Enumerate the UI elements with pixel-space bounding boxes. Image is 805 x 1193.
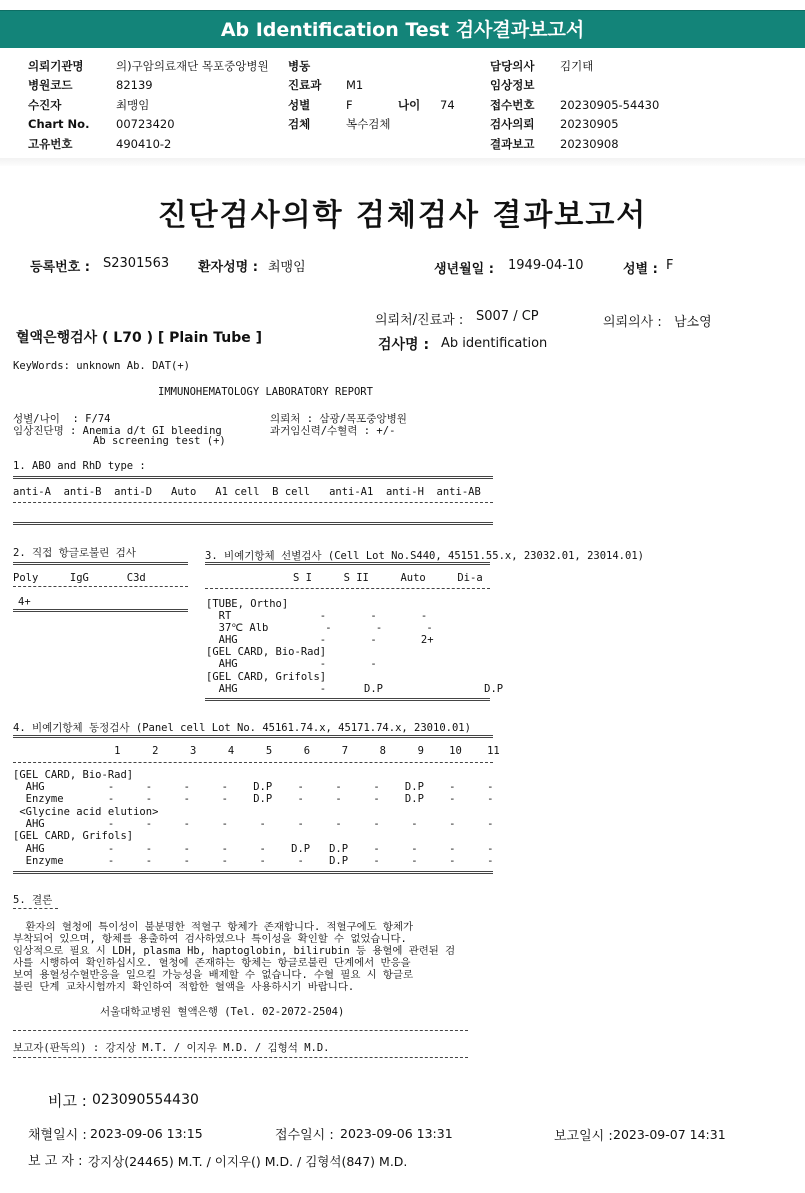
header-label: 병동 [288, 58, 311, 73]
dashed-rule [205, 588, 490, 589]
dob-value: 1949-04-10 [508, 258, 584, 273]
dashed-rule [13, 1057, 468, 1058]
screen-row: [TUBE, Ortho] [206, 598, 289, 610]
double-rule [205, 562, 490, 565]
panel-row: AHG - - - - - - - - - - - [13, 818, 494, 830]
abo-section-title: 1. ABO and RhD type : [13, 460, 146, 472]
header-label: 임상정보 [490, 78, 535, 93]
dashed-rule [13, 908, 58, 909]
conclusion-line: 사를 시행하여 확인하십시오. 혈청에 존재하는 항체는 항글로불린 단계에서 반응을 [13, 957, 411, 969]
panel-section-title: 4. 비예기항체 동정검사 (Panel cell Lot No. 45161.74.x, 45171.74.x, 23010.01) [13, 722, 471, 734]
sex-label: 성별 : [623, 262, 658, 277]
test-label: 검사명 : [378, 337, 430, 353]
conclusion-line: 보여 용혈성수혈반응을 일으킬 가능성을 배제할 수 없습니다. 수혈 필요 시 항글로 [13, 969, 414, 981]
header-value: 복수검체 [346, 117, 391, 132]
header-row [28, 56, 788, 76]
dashed-rule [13, 502, 493, 503]
panel-row: [GEL CARD, Bio-Rad] [13, 769, 134, 781]
reporters: 보고자(판독의) : 강지상 M.T. / 이지우 M.D. / 김형석 M.D. [13, 1042, 330, 1054]
clinical-diagnosis-line2: Ab screening test (+) [93, 435, 226, 447]
receive-label: 접수일시 : [275, 1128, 334, 1143]
header-label: 나이 [398, 97, 421, 112]
dat-result: 4+ [18, 596, 31, 608]
header-value: 20230905-54430 [560, 97, 660, 112]
note-value: 023090554430 [92, 1092, 199, 1108]
dob-label: 생년월일 : [434, 262, 494, 277]
clinical-diagnosis: 임상진단명 : Anemia d/t GI bleeding [13, 425, 222, 437]
dashed-rule [13, 1030, 468, 1031]
receive-time: 2023-09-06 13:31 [340, 1126, 453, 1141]
header-row [28, 115, 788, 135]
header-value: 김기태 [560, 58, 594, 73]
header-value: 최맹임 [116, 97, 150, 112]
header-label: 병원코드 [28, 78, 73, 93]
panel-row: AHG - - - - - D.P D.P - - - - [13, 843, 494, 855]
header-value: 74 [440, 97, 455, 112]
keywords: KeyWords: unknown Ab. DAT(+) [13, 360, 191, 372]
panel-row: <Glycine acid elution> [13, 806, 159, 818]
reporter-value: 강지상(24465) M.T. / 이지우() M.D. / 김형석(847) M.D. [88, 1154, 408, 1169]
dept-value: S007 / CP [476, 309, 539, 324]
header-label: 진료과 [288, 78, 322, 93]
collect-label: 채혈일시 : [28, 1128, 87, 1143]
section-title: 혈액은행검사 ( L70 ) [ Plain Tube ] [16, 330, 263, 346]
header-label: 결과보고 [490, 136, 535, 151]
double-rule [13, 609, 188, 612]
report-title-bar [0, 10, 805, 48]
screen-row: AHG - - [206, 658, 377, 670]
report-main-title: 진단검사의학 검체검사 결과보고서 [157, 198, 648, 233]
dashed-rule [13, 762, 493, 763]
test-name: Ab identification [441, 336, 548, 351]
header-value: 82139 [116, 78, 153, 93]
referral: 의뢰처 : 삼광/목포중앙병원 [270, 413, 407, 425]
header-value: 의)구암의료재단 목포중앙병원 [116, 58, 269, 73]
header-value: 20230905 [560, 117, 619, 132]
screen-row: RT - - - [206, 610, 428, 622]
patient-label: 환자성명 : [198, 260, 258, 275]
screen-row: AHG - - 2+ [206, 634, 434, 646]
screen-row: [GEL CARD, Bio-Rad] [206, 646, 327, 658]
header-label: 검체 [288, 117, 311, 132]
reg-label: 등록번호 : [30, 260, 90, 275]
screen-headers: S I S II Auto Di-a [293, 572, 483, 584]
double-rule [13, 522, 493, 525]
header-label: 담당의사 [490, 58, 535, 73]
header-row [28, 134, 788, 154]
doctor-label: 의뢰의사 : [603, 315, 662, 330]
header-label: 고유번호 [28, 136, 73, 151]
double-rule [13, 871, 493, 874]
screen-row: [GEL CARD, Grifols] [206, 671, 327, 683]
dat-section-title: 2. 직접 항글로불린 검사 [13, 547, 136, 559]
note-label: 비고 : [48, 1092, 87, 1110]
patient-name: 최맹임 [268, 260, 306, 275]
conclusion-line: 부착되어 있으며, 항체를 용출하여 검사하였으나 특이성을 확인할 수 없었습니다. [13, 933, 407, 945]
header-label: Chart No. [28, 117, 90, 132]
reg-number: S2301563 [103, 256, 170, 271]
header-label: 성별 [288, 97, 311, 112]
panel-headers: 1 2 3 4 5 6 7 8 9 10 11 [13, 745, 500, 757]
sex-age: 성별/나이 : F/74 [13, 413, 111, 425]
double-rule [13, 562, 188, 565]
conclusion-line: 불린 단계 교차시험까지 확인하여 적합한 혈액을 사용하시기 바랍니다. [13, 981, 355, 993]
header-label: 수진자 [28, 97, 62, 112]
header-value: F [346, 97, 353, 112]
conclusion-line: 환자의 혈청에 특이성이 불분명한 적혈구 항체가 존재합니다. 적혈구에도 항체가 [13, 921, 414, 933]
header-label: 의뢰기관명 [28, 58, 84, 73]
dept-label: 의뢰처/진료과 : [375, 313, 464, 328]
header-label: 접수번호 [490, 97, 535, 112]
panel-row: Enzyme - - - - - - D.P - - - - [13, 855, 494, 867]
header-info-table [28, 56, 788, 154]
header-row [28, 76, 788, 96]
panel-row: Enzyme - - - - D.P - - - D.P - - [13, 793, 494, 805]
doctor-value: 남소영 [674, 315, 712, 330]
double-rule [13, 476, 493, 479]
lab-report-title: IMMUNOHEMATOLOGY LABORATORY REPORT [158, 386, 373, 398]
header-row [28, 95, 788, 115]
collect-time: 2023-09-06 13:15 [90, 1126, 203, 1141]
header-value: 490410-2 [116, 136, 172, 151]
panel-row: AHG - - - - D.P - - - D.P - - [13, 781, 494, 793]
conclusion-title: 5. 결론 [13, 894, 53, 906]
hospital-contact: 서울대학교병원 혈액은행 (Tel. 02-2072-2504) [100, 1006, 345, 1018]
report-title: Ab Identification Test 검사결과보고서 [220, 19, 585, 41]
screen-row: 37℃ Alb - - - [206, 622, 433, 634]
sex-value: F [666, 258, 674, 273]
abo-headers: anti-A anti-B anti-D Auto A1 cell B cell anti-A1 anti-H anti-AB [13, 486, 481, 498]
screen-row: AHG - D.P D.P [206, 683, 504, 695]
report-time: 2023-09-07 14:31 [613, 1127, 726, 1142]
header-label: 검사의뢰 [490, 117, 535, 132]
dashed-rule [13, 586, 188, 587]
report-time-label: 보고일시 : [554, 1129, 613, 1144]
transfusion-history: 과거임신력/수혈력 : +/- [270, 425, 396, 437]
header-value: 00723420 [116, 117, 175, 132]
screen-section-title: 3. 비예기항체 선별검사 (Cell Lot No.S440, 45151.55.x, 23032.01, 23014.01) [205, 550, 644, 562]
double-rule [205, 698, 490, 701]
double-rule [13, 735, 493, 738]
dat-headers: Poly IgG C3d [13, 572, 146, 584]
header-value: 20230908 [560, 136, 619, 151]
panel-row: [GEL CARD, Grifols] [13, 830, 134, 842]
conclusion-line: 임상적으로 필요 시 LDH, plasma Hb, haptoglobin, bilirubin 등 용혈에 관련된 검 [13, 945, 456, 957]
header-value: M1 [346, 78, 364, 93]
reporter-label: 보 고 자 : [28, 1154, 83, 1169]
